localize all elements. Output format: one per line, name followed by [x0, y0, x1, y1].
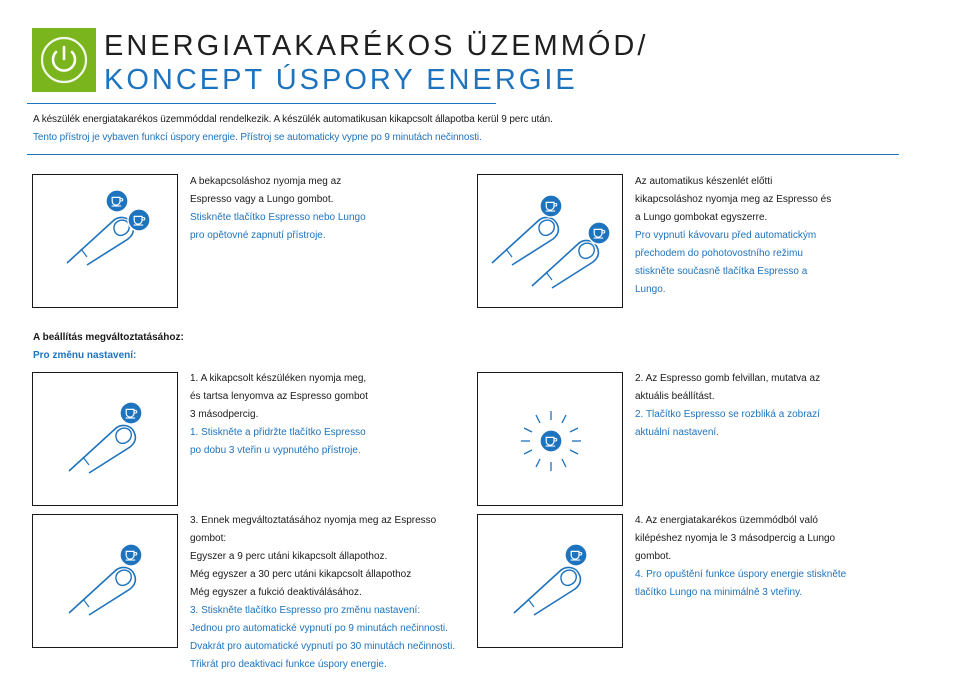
text-line: gombot. [635, 551, 672, 562]
page-title-cz: KONCEPT ÚSPORY ENERGIE [104, 64, 578, 96]
text-line: kikapcsoláshoz nyomja meg az Espresso és [635, 194, 832, 205]
finger-press-icon [478, 515, 624, 649]
text-line: 4. Pro opuštění funkce úspory energie stiskněte [635, 569, 847, 580]
text-line: Egyszer a 9 perc utáni kikapcsolt állapothoz. [190, 551, 388, 562]
text-line: Dvakrát pro automatické vypnutí po 30 minutách nečinnosti. [190, 641, 456, 652]
step-power-off-text [635, 173, 895, 299]
text-line: 2. Az Espresso gomb felvillan, mutatva az [635, 373, 821, 384]
power-icon-badge [32, 28, 96, 92]
page-title-hu: ENERGIATAKARÉKOS ÜZEMMÓD/ [104, 30, 649, 62]
lungo-cup-icon [588, 222, 610, 244]
power-icon [32, 28, 96, 92]
text-line: Lungo. [635, 284, 666, 295]
text-line: 3 másodpercig. [190, 409, 259, 420]
text-line: Pro vypnutí kávovaru před automatickým [635, 230, 817, 241]
espresso-cup-icon [540, 195, 562, 217]
text-line: 1. A kikapcsolt készüléken nyomja meg, [190, 373, 367, 384]
text-line: 1. Stiskněte a přidržte tlačítko Espresso [190, 427, 366, 438]
step-4-text [635, 512, 895, 602]
finger-press-icon [33, 175, 179, 309]
espresso-cup-icon [120, 544, 142, 566]
text-line: aktuální nastavení. [635, 427, 719, 438]
text-line: A bekapcsoláshoz nyomja meg az [190, 176, 342, 187]
illustration-panel-power-on [32, 174, 178, 308]
settings-heading-cz: Pro změnu nastavení: [33, 350, 137, 361]
finger-press-icon [33, 373, 179, 507]
intro-hu: A készülék energiatakarékos üzemmóddal rendelkezik. A készülék automatikusan kikapcsolt állapotba kerül 9 perc után. [33, 114, 553, 125]
illustration-panel-step-4 [477, 514, 623, 648]
text-line: kilépéshez nyomja le 3 másodpercig a Lungo [635, 533, 836, 544]
step-1-text [190, 370, 450, 460]
espresso-cup-icon [540, 430, 562, 452]
finger-press-icon [478, 175, 624, 309]
illustration-panel-step-2 [477, 372, 623, 506]
section-rule [27, 154, 899, 155]
text-line: tlačítko Lungo na minimálně 3 vteřiny. [635, 587, 803, 598]
espresso-cup-icon [120, 402, 142, 424]
text-line: Jednou pro automatické vypnutí po 9 minutách nečinnosti. [190, 623, 448, 634]
step-2-text [635, 370, 895, 442]
finger-press-icon [33, 515, 179, 649]
header-rule [27, 103, 496, 104]
lungo-cup-icon [565, 544, 587, 566]
text-line: stiskněte současně tlačítka Espresso a [635, 266, 808, 277]
illustration-panel-step-1 [32, 372, 178, 506]
step-power-on-text [190, 173, 450, 245]
settings-heading-hu: A beállítás megváltoztatásához: [33, 332, 184, 343]
text-line: Az automatikus készenlét előtti [635, 176, 773, 187]
illustration-panel-step-3 [32, 514, 178, 648]
text-line: po dobu 3 vteřin u vypnutého přístroje. [190, 445, 361, 456]
text-line: 3. Ennek megváltoztatásához nyomja meg az Espresso gombot: [190, 515, 437, 544]
blinking-espresso-icon [478, 373, 624, 507]
illustration-panel-power-off [477, 174, 623, 308]
text-line: Még egyszer a 30 perc utáni kikapcsolt állapothoz [190, 569, 412, 580]
text-line: és tartsa lenyomva az Espresso gombot [190, 391, 368, 402]
text-line: přechodem do pohotovostního režimu [635, 248, 803, 259]
text-line: 3. Stiskněte tlačítko Espresso pro změnu nastavení: [190, 605, 421, 616]
step-3-text [190, 512, 470, 674]
text-line: Espresso vagy a Lungo gombot. [190, 194, 334, 205]
intro-cz: Tento přístroj je vybaven funkcí úspory energie. Přístroj se automaticky vypne po 9 minutách nečinnosti. [33, 132, 482, 143]
text-line: aktuális beállítást. [635, 391, 715, 402]
text-line: a Lungo gombokat egyszerre. [635, 212, 768, 223]
espresso-cup-icon [106, 190, 128, 212]
lungo-cup-icon [128, 209, 150, 231]
text-line: Még egyszer a fukció deaktiválásához. [190, 587, 362, 598]
text-line: Stiskněte tlačítko Espresso nebo Lungo [190, 212, 366, 223]
text-line: 4. Az energiatakarékos üzemmódból való [635, 515, 818, 526]
text-line: 2. Tlačítko Espresso se rozbliká a zobrazí [635, 409, 820, 420]
text-line: pro opětovné zapnutí přístroje. [190, 230, 326, 241]
text-line: Třikrát pro deaktivaci funkce úspory energie. [190, 659, 387, 670]
